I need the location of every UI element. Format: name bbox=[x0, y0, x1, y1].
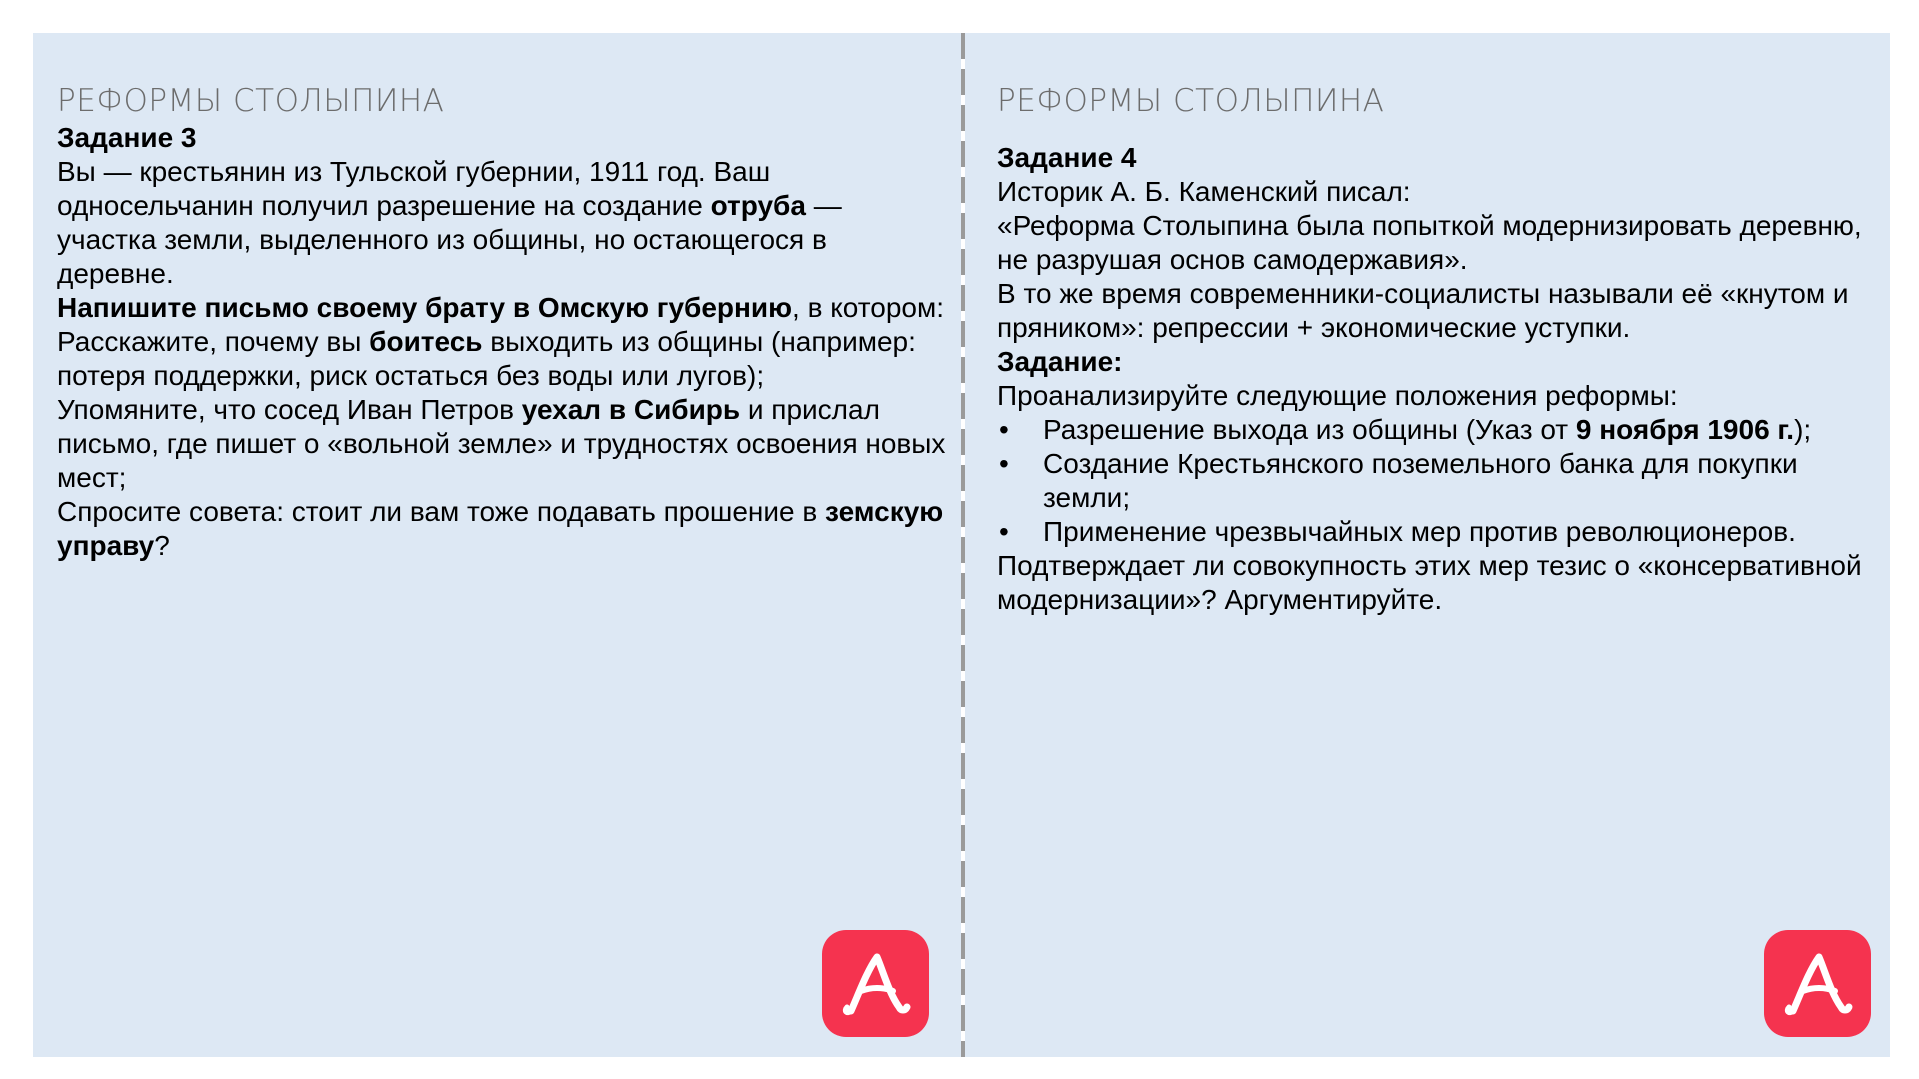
quote-intro: Историк А. Б. Каменский писал: bbox=[997, 176, 1411, 207]
analyze-instruction: Проанализируйте следующие положения реформы: bbox=[997, 380, 1678, 411]
historian-quote: «Реформа Столыпина была попыткой модернизировать деревню, не разрушая основ самодержавия». bbox=[997, 210, 1862, 275]
task-item-advice: Спросите совета: стоит ли вам тоже подавать прошение в земскую управу? bbox=[57, 496, 944, 561]
left-slide bbox=[33, 33, 961, 1057]
task-item-neighbor: Упомяните, что сосед Иван Петров уехал в Сибирь и прислал письмо, где пишет о «вольной земле» и трудностях освоения новых мест; bbox=[57, 394, 946, 493]
task-instruction: Напишите письмо своему брату в Омскую губернию, в котором: bbox=[57, 292, 945, 323]
reform-provisions-list bbox=[997, 413, 1877, 549]
task-3-content bbox=[57, 121, 947, 563]
task-intro: Вы — крестьянин из Тульской губернии, 1911 год. Ваш односельчанин получил разрешение на создание отруба — участка земли, выделенного из общины, но остающегося в деревне. bbox=[57, 156, 842, 289]
slide-header: РЕФОРМЫ СТОЛЫПИНА bbox=[57, 83, 445, 119]
brand-logo bbox=[1764, 930, 1871, 1037]
stylized-letter-a-icon bbox=[1779, 945, 1857, 1023]
stylized-letter-a-icon bbox=[837, 945, 915, 1023]
slide-header: РЕФОРМЫ СТОЛЫПИНА bbox=[997, 83, 1385, 119]
list-item: • Разрешение выхода из общины (Указ от 9 ноября 1906 г.); bbox=[997, 413, 1877, 447]
socialist-view: В то же время современники-социалисты называли её «кнутом и пряником»: репрессии + экономические уступки. bbox=[997, 278, 1849, 343]
task-label: Задание: bbox=[997, 346, 1123, 377]
list-item: • Создание Крестьянского поземельного банка для покупки земли; bbox=[997, 447, 1877, 515]
task-item-fears: Расскажите, почему вы боитесь выходить из общины (например: потеря поддержки, риск остаться без воды или лугов); bbox=[57, 326, 916, 391]
list-item: • Применение чрезвычайных мер против революционеров. bbox=[997, 515, 1877, 549]
brand-logo bbox=[822, 930, 929, 1037]
conclusion-question: Подтверждает ли совокупность этих мер тезис о «консервативной модернизации»? Аргументируйте. bbox=[997, 550, 1862, 615]
task-title: Задание 4 bbox=[997, 142, 1137, 173]
task-title: Задание 3 bbox=[57, 122, 197, 153]
task-4-content bbox=[997, 141, 1877, 617]
right-slide bbox=[965, 33, 1890, 1057]
